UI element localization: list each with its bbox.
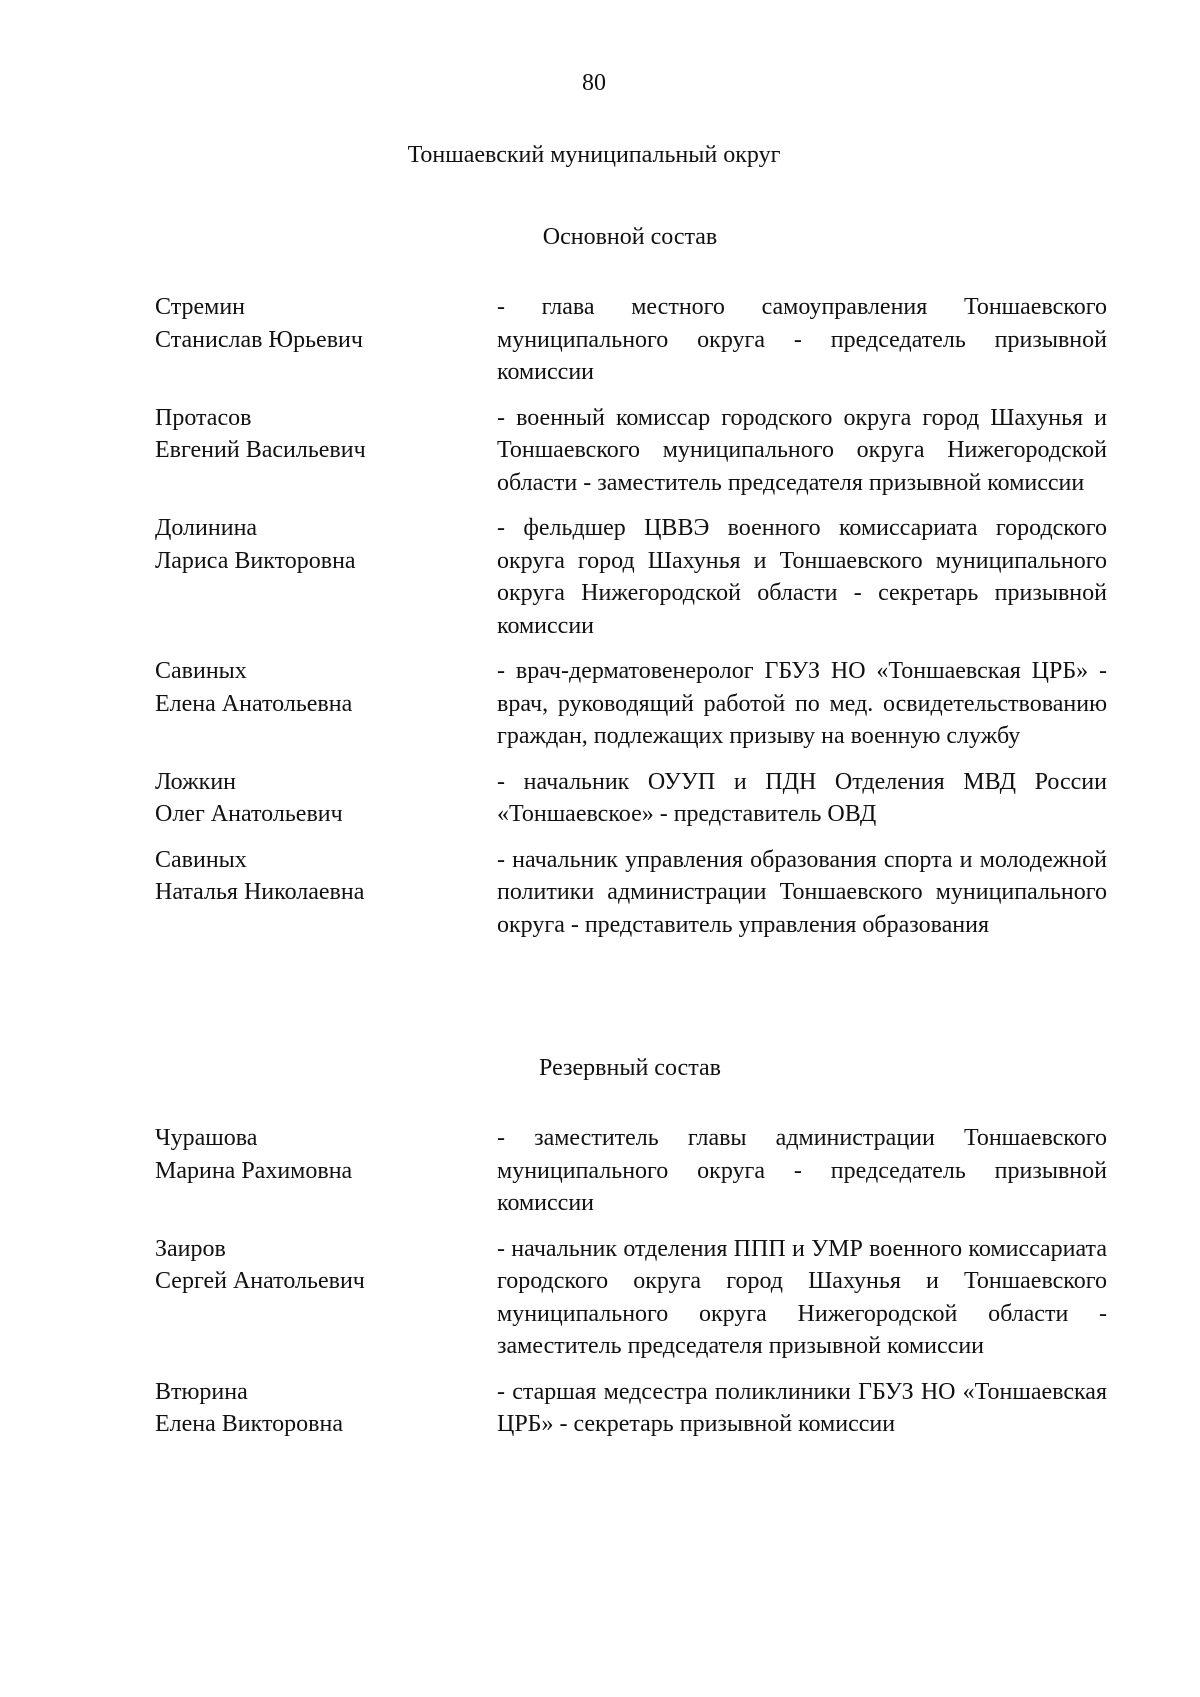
member-name: [155, 766, 497, 831]
page-number: 80: [582, 70, 606, 96]
member-entry: [155, 655, 1107, 753]
member-role: - начальник управления образования спорта и молодежной политики администрации Тоншаевского муниципального округа - представитель управления образования: [497, 846, 1107, 938]
member-entry: [155, 1233, 1107, 1363]
member-list-main: [155, 291, 1107, 954]
member-role: - начальник отделения ППП и УМР военного комиссариата городского округа город Шахунья и Тоншаевского муниципального округа Нижегородской области - заместитель председателя призывной комиссии: [497, 1235, 1107, 1359]
member-name: [155, 655, 497, 753]
member-name: [155, 1122, 497, 1220]
member-entry: [155, 1376, 1107, 1441]
member-entry: [155, 1122, 1107, 1220]
member-given-names: Елена Анатольевна: [155, 690, 353, 717]
member-surname: Протасов: [155, 404, 252, 431]
member-entry: [155, 291, 1107, 389]
section-heading-main: Основной состав: [542, 224, 718, 250]
member-role: - военный комиссар городского округа город Шахунья и Тоншаевского муниципального округа Нижегородской области - заместитель председателя призывной комиссии: [497, 404, 1107, 496]
member-role: - начальник ОУУП и ПДН Отделения МВД России «Тоншаевское» - представитель ОВД: [497, 768, 1107, 827]
member-name: [155, 844, 497, 942]
member-surname: Заиров: [155, 1235, 226, 1262]
member-given-names: Елена Викторовна: [155, 1411, 343, 1437]
member-given-names: Марина Рахимовна: [155, 1157, 353, 1184]
member-given-names: Наталья Николаевна: [155, 879, 365, 905]
member-surname: Савиных: [155, 658, 247, 684]
member-role: - старшая медсестра поликлиники ГБУЗ НО «Тоншаевская ЦРБ» - секретарь призывной комиссии: [497, 1378, 1107, 1437]
member-given-names: Олег Анатольевич: [155, 801, 343, 827]
member-role: - врач-дерматовенеролог ГБУЗ НО «Тоншаевская ЦРБ» - врач, руководящий работой по мед. освидетельствованию граждан, подлежащих призыву на военную службу: [497, 658, 1107, 749]
section-heading-reserve: Резервный состав: [539, 1055, 721, 1081]
member-entry: [155, 512, 1107, 642]
member-given-names: Станислав Юрьевич: [155, 326, 363, 353]
member-surname: Ложкин: [155, 768, 237, 795]
member-name: [155, 402, 497, 500]
member-entry: [155, 844, 1107, 942]
member-surname: Чурашова: [155, 1125, 258, 1151]
member-entry: [155, 402, 1107, 500]
member-given-names: Лариса Викторовна: [155, 547, 356, 574]
member-role: - фельдшер ЦВВЭ военного комиссариата городского округа город Шахунья и Тоншаевского муниципального округа Нижегородской области - секретарь призывной комиссии: [497, 515, 1107, 639]
member-role: - глава местного самоуправления Тоншаевского муниципального округа - председатель призывной комиссии: [497, 294, 1107, 385]
member-entry: [155, 766, 1107, 831]
member-name: [155, 1233, 497, 1363]
member-surname: Втюрина: [155, 1378, 248, 1405]
member-surname: Долинина: [155, 515, 258, 541]
member-list-reserve: [155, 1122, 1107, 1454]
member-surname: Савиных: [155, 846, 247, 873]
member-name: [155, 1376, 497, 1441]
member-surname: Стремин: [155, 294, 245, 320]
member-given-names: Сергей Анатольевич: [155, 1268, 365, 1294]
member-given-names: Евгений Васильевич: [155, 437, 366, 463]
page-title: Тоншаевский муниципальный округ: [407, 142, 781, 168]
member-name: [155, 512, 497, 642]
member-name: [155, 291, 497, 389]
member-role: - заместитель главы администрации Тоншаевского муниципального округа - председатель призывной комиссии: [497, 1125, 1107, 1216]
